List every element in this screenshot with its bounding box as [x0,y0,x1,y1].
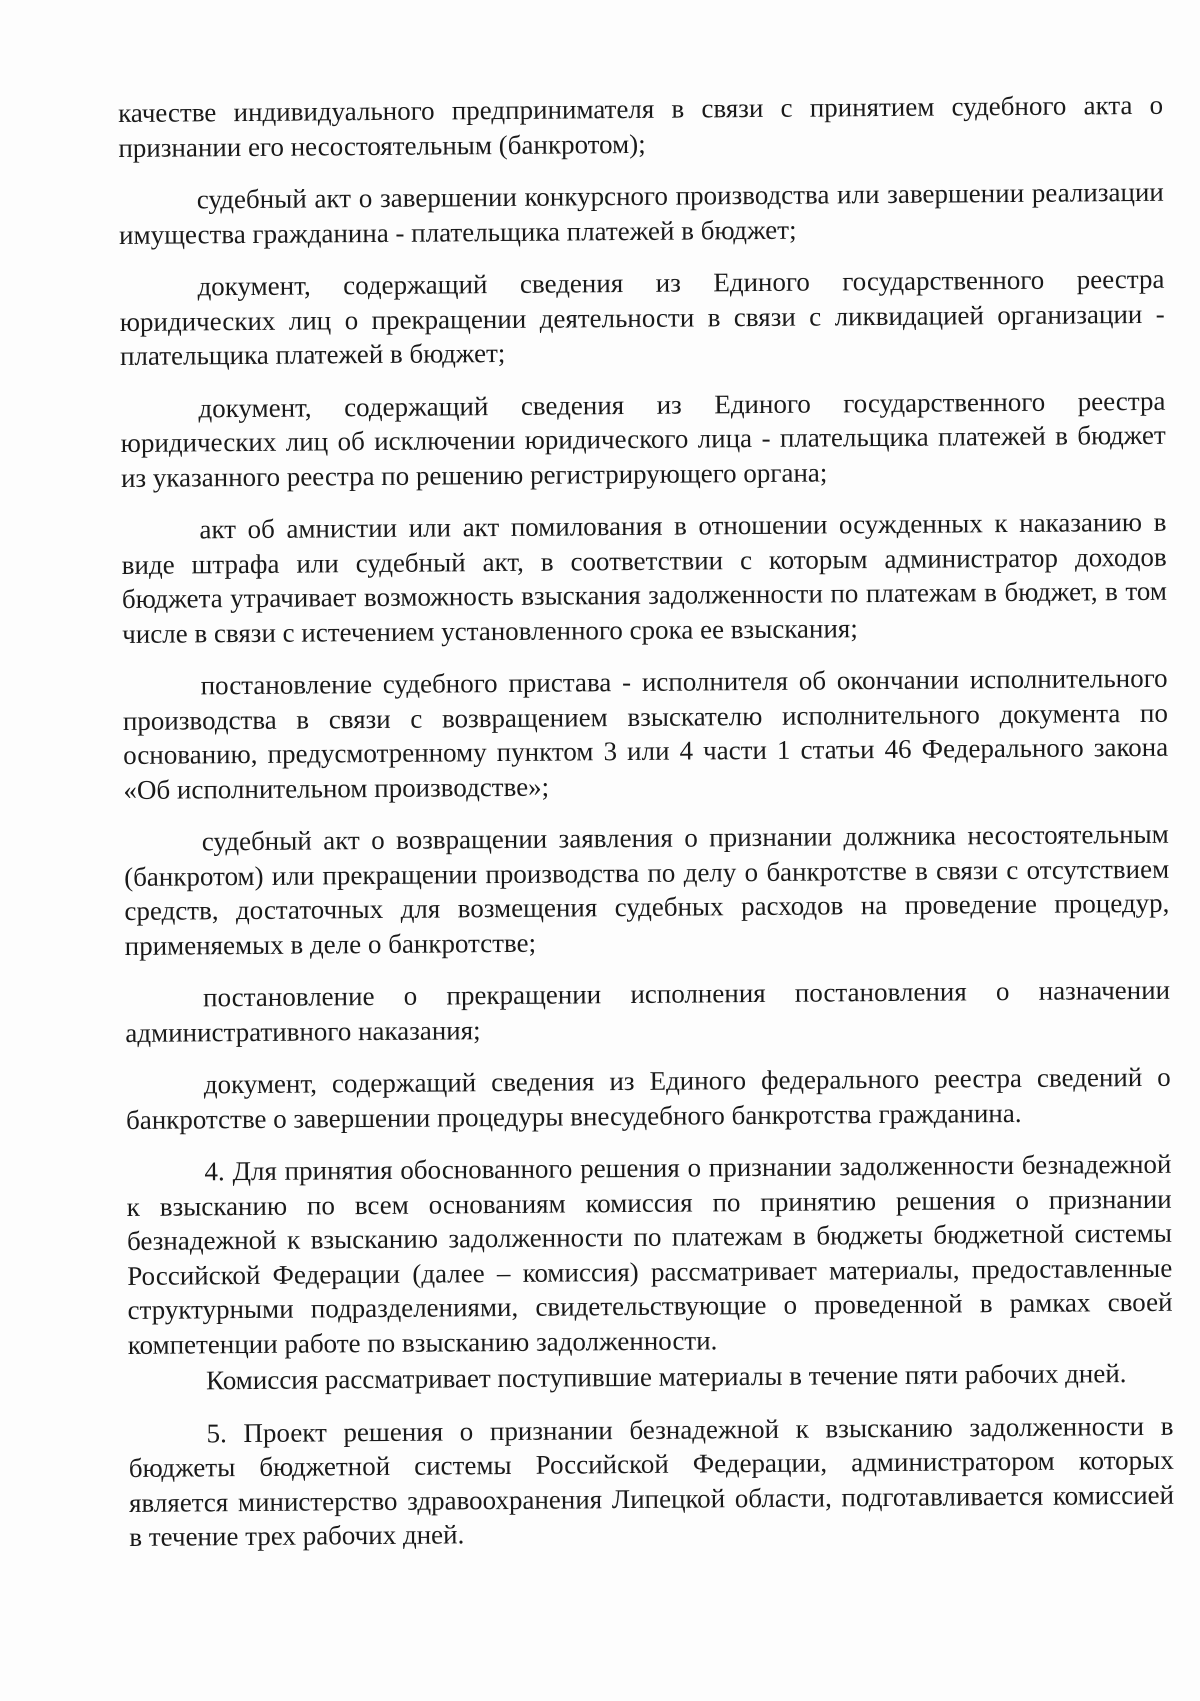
paragraph-bailiff-resolution: постановление судебного пристава - исполнителя об окончании исполнительного производства в связи с возвращением взыскателю исполнительного документа по основанию, предусмотренному пунктом 3 или 4 части 1 статьи 46 Федерального закона «Об исполнительном производстве»; [122,662,1169,805]
paragraph-application-return: судебный акт о возвращении заявления о признании должника несостоятельным (банкротом) или прекращении производства по делу о банкротстве в связи с отсутствием средств, достаточных для возмещения судебных расходов на проведение процедур, применяемых в деле о банкротстве; [124,818,1170,961]
paragraph-amnesty-act: акт об амнистии или акт помилования в отношении осужденных к наказанию в виде штрафа или судебный акт, в соответствии с которым администратор доходов бюджета утрачивает возможность взыскания задолженности по платежам в бюджет, в том числе в связи с истечением установленного срока ее взыскания; [121,506,1168,649]
paragraph-bankruptcy-completion: судебный акт о завершении конкурсного производства или завершении реализации имущества гражданина - плательщика платежей в бюджет; [118,176,1164,250]
paragraph-federal-registry: документ, содержащий сведения из Единого федерального реестра сведений о банкротстве о завершении процедуры внесудебного банкротства гражданина. [125,1061,1171,1135]
paragraph-continuation: качестве индивидуального предпринимателя в связи с принятием судебного акта о признании его несостоятельным (банкротом); [118,89,1164,163]
paragraph-item-5: 5. Проект решения о признании безнадежной к взысканию задолженности в бюджеты бюджетной системы Российской Федерации, администратором которых является министерство здравоохранения Липецкой области, подготавливается комиссией в течение трех рабочих дней. [128,1410,1175,1552]
paragraph-exclusion-record: документ, содержащий сведения из Единого государственного реестра юридических лиц об исключении юридического лица - плательщика платежей в бюджет из указанного реестра по решению регистрирующего органа; [120,385,1166,493]
paragraph-item-4: 4. Для принятия обоснованного решения о признании задолженности безнадежной к взысканию по всем основаниям комиссия по принятию решения о признании безнадежной к взысканию задолженности по платежам в бюджеты бюджетной системы Российской Федерации (далее – комиссия) рассматривает материалы, предоставленные структурными подразделениями, свидетельствующие о проведенной в рамках своей компетенции работе по взысканию задолженности. [126,1148,1173,1360]
paragraph-liquidation-record: документ, содержащий сведения из Единого государственного реестра юридических лиц о прекращении деятельности в связи с ликвидацией организации - плательщика платежей в бюджет; [119,263,1165,371]
paragraph-termination-resolution: постановление о прекращении исполнения постановления о назначении административного наказания; [125,974,1171,1048]
paragraph-commission-review: Комиссия рассматривает поступившие материалы в течение пяти рабочих дней. [205,1358,1127,1396]
document-body [118,88,1175,1573]
